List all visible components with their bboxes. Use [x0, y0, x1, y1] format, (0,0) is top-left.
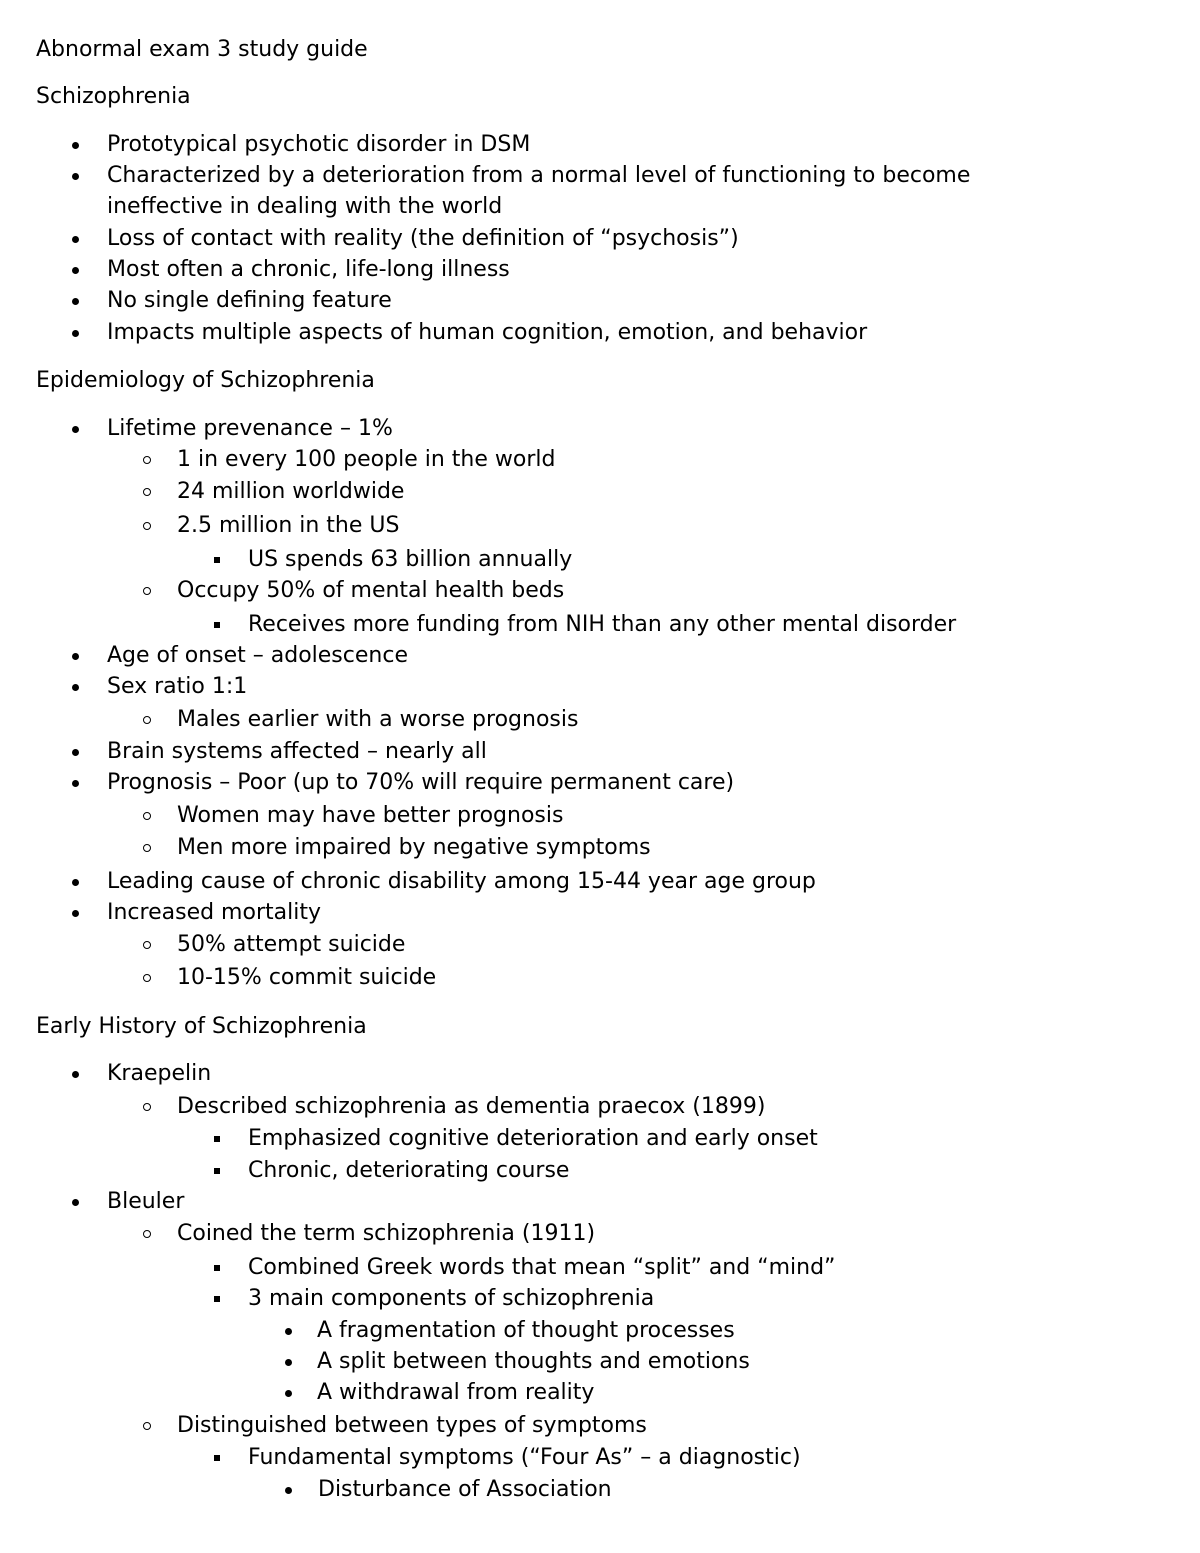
list-item: Lifetime prevenance – 1%	[107, 416, 393, 441]
bullet-square-icon	[207, 1124, 227, 1154]
list-item: Brain systems affected – nearly all	[107, 739, 487, 764]
bullet-disc-icon	[65, 672, 85, 702]
list-item: Emphasized cognitive deterioration and early onset	[248, 1126, 818, 1151]
list-item: Kraepelin	[107, 1061, 212, 1086]
bullet-square-icon	[207, 610, 227, 640]
bullet-square-icon	[207, 1284, 227, 1314]
list-item: Men more impaired by negative symptoms	[177, 835, 651, 860]
bullet-disc-icon	[65, 737, 85, 767]
bullet-square-icon	[207, 1443, 227, 1473]
list-item: US spends 63 billion annually	[248, 547, 573, 572]
bullet-square-icon	[207, 545, 227, 575]
list-item: 24 million worldwide	[177, 479, 405, 504]
list-item: Impacts multiple aspects of human cognition, emotion, and behavior	[107, 320, 868, 345]
list-item: Fundamental symptoms (“Four As” – a diagnostic)	[248, 1445, 801, 1470]
document-title: Abnormal exam 3 study guide	[36, 37, 368, 62]
list-item: No single defining feature	[107, 288, 392, 313]
bullet-disc-icon	[278, 1347, 298, 1377]
bullet-disc-icon	[65, 867, 85, 897]
list-item: Receives more funding from NIH than any other mental disorder	[248, 612, 957, 637]
list-item: Most often a chronic, life-long illness	[107, 257, 510, 282]
bullet-square-icon	[207, 1253, 227, 1283]
bullet-circle-icon	[137, 1092, 157, 1122]
bullet-disc-icon	[65, 768, 85, 798]
list-item: 3 main components of schizophrenia	[248, 1286, 655, 1311]
bullet-disc-icon	[65, 224, 85, 254]
list-item: Increased mortality	[107, 900, 321, 925]
section-heading-early-history: Early History of Schizophrenia	[36, 1014, 367, 1039]
bullet-disc-icon	[65, 161, 85, 191]
bullet-disc-icon	[65, 641, 85, 671]
list-item-continuation: ineffective in dealing with the world	[107, 194, 503, 219]
section-heading-schizophrenia: Schizophrenia	[36, 84, 191, 109]
list-item: Described schizophrenia as dementia praecox (1899)	[177, 1094, 766, 1119]
bullet-circle-icon	[137, 1411, 157, 1441]
list-item: Chronic, deteriorating course	[248, 1158, 570, 1183]
list-item: A withdrawal from reality	[317, 1380, 595, 1405]
list-item: A split between thoughts and emotions	[317, 1349, 750, 1374]
bullet-disc-icon	[65, 1187, 85, 1217]
bullet-circle-icon	[137, 477, 157, 507]
bullet-disc-icon	[65, 1059, 85, 1089]
list-item: 10-15% commit suicide	[177, 965, 437, 990]
bullet-disc-icon	[65, 898, 85, 928]
bullet-circle-icon	[137, 963, 157, 993]
list-item: Disturbance of Association	[318, 1477, 612, 1502]
list-item: A fragmentation of thought processes	[317, 1318, 735, 1343]
list-item: Age of onset – adolescence	[107, 643, 408, 668]
bullet-disc-icon	[65, 130, 85, 160]
bullet-circle-icon	[137, 1219, 157, 1249]
bullet-circle-icon	[137, 576, 157, 606]
section-heading-epidemiology: Epidemiology of Schizophrenia	[36, 368, 375, 393]
list-item: Loss of contact with reality (the definition of “psychosis”)	[107, 226, 739, 251]
list-item: Characterized by a deterioration from a normal level of functioning to become	[107, 163, 971, 188]
list-item: Prototypical psychotic disorder in DSM	[107, 132, 531, 157]
list-item: Distinguished between types of symptoms	[177, 1413, 647, 1438]
list-item: Coined the term schizophrenia (1911)	[177, 1221, 596, 1246]
bullet-disc-icon	[278, 1475, 298, 1505]
bullet-disc-icon	[65, 286, 85, 316]
bullet-circle-icon	[137, 511, 157, 541]
bullet-square-icon	[207, 1156, 227, 1186]
bullet-circle-icon	[137, 445, 157, 475]
list-item: Women may have better prognosis	[177, 803, 564, 828]
list-item: Males earlier with a worse prognosis	[177, 707, 579, 732]
bullet-circle-icon	[137, 930, 157, 960]
bullet-circle-icon	[137, 705, 157, 735]
list-item: Occupy 50% of mental health beds	[177, 578, 565, 603]
list-item: Bleuler	[107, 1189, 185, 1214]
bullet-circle-icon	[137, 801, 157, 831]
bullet-circle-icon	[137, 833, 157, 863]
bullet-disc-icon	[278, 1316, 298, 1346]
list-item: Combined Greek words that mean “split” and “mind”	[248, 1255, 836, 1280]
list-item: 50% attempt suicide	[177, 932, 406, 957]
list-item: Prognosis – Poor (up to 70% will require permanent care)	[107, 770, 735, 795]
list-item: Sex ratio 1:1	[107, 674, 248, 699]
list-item: 2.5 million in the US	[177, 513, 400, 538]
bullet-disc-icon	[278, 1378, 298, 1408]
bullet-disc-icon	[65, 318, 85, 348]
bullet-disc-icon	[65, 255, 85, 285]
bullet-disc-icon	[65, 414, 85, 444]
list-item: 1 in every 100 people in the world	[177, 447, 556, 472]
list-item: Leading cause of chronic disability among 15-44 year age group	[107, 869, 816, 894]
